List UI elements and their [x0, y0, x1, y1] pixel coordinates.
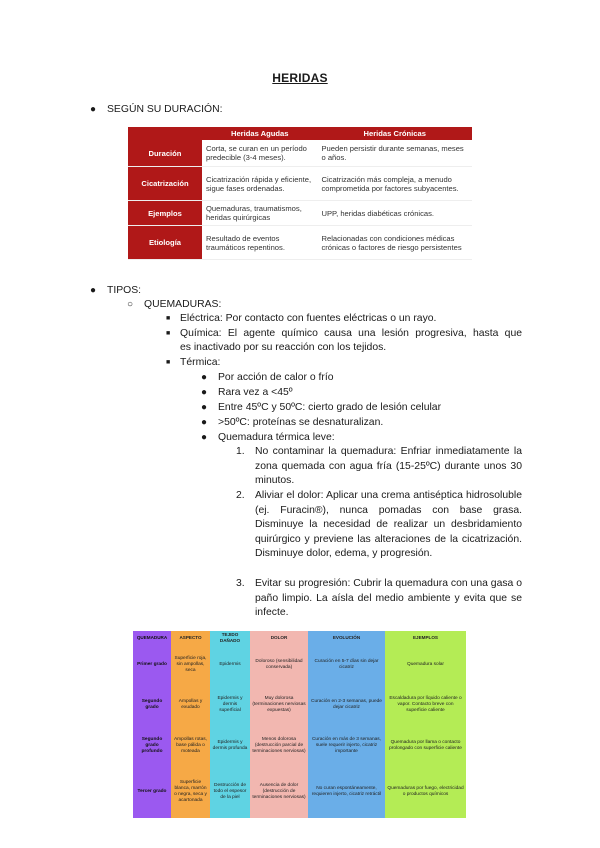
burns-cell: Primer grado [133, 645, 171, 685]
bullet-dot: ● [201, 372, 208, 383]
burns-header: ASPECTO [171, 631, 210, 645]
step-text: Aliviar el dolor: Aplicar una crema antiséptica hidrosoluble (ej. Furacin®), nunca pomadas con base grasa. Disminuye la necesidad de realizar un desbridamiento quirúrgico y previene las alteraciones de la cicatrización. Disminuye dolor, edema, y progresión. [255, 490, 522, 560]
bullet-dot: ● [201, 387, 208, 398]
table-row [128, 226, 472, 260]
burns-cell: Segundo grado [133, 685, 171, 725]
bullet-square: ■ [166, 315, 171, 322]
burns-header: TEJIDO DAÑADO [210, 631, 250, 645]
termica-point: Por acción de calor o frío [218, 372, 334, 383]
cell-acute: Resultado de eventos traumáticos repentinos. [202, 226, 317, 260]
table-row [133, 725, 466, 765]
cell-chronic: Pueden persistir durante semanas, meses o años. [317, 140, 472, 167]
burns-table [133, 631, 466, 818]
table-row [128, 140, 472, 167]
cell-acute: Cicatrización rápida y eficiente, sigue fases ordenadas. [202, 167, 317, 201]
bullet-dot: ● [201, 417, 208, 428]
row-label: Cicatrización [128, 167, 202, 201]
step-number: 3. [236, 578, 245, 589]
termica-point: Quemadura térmica leve: [218, 432, 335, 443]
cell-chronic: Relacionadas con condiciones médicas crónicas o factores de riesgo persistentes [317, 226, 472, 260]
burns-cell: Destrucción de todo el espesor de la piel [210, 766, 250, 818]
table-row [128, 201, 472, 226]
burns-cell: Quemaduras por fuego, electricidad o productos químicos [385, 766, 466, 818]
table-row [133, 766, 466, 818]
duration-table [128, 127, 472, 260]
cell-chronic: Cicatrización más compleja, a menudo comprometida por factores subyacentes. [317, 167, 472, 201]
burns-cell: Curación en 2-3 semanas, puede dejar cicatriz [308, 685, 385, 725]
step-number: 1. [236, 446, 245, 457]
bullet-dot: ● [201, 402, 208, 413]
burns-cell: Quemadura solar [385, 645, 466, 685]
section-duration-heading: SEGÚN SU DURACIÓN: [107, 104, 223, 115]
termica-point: >50ºC: proteínas se desnaturalizan. [218, 417, 384, 428]
burns-cell: Curación en 5-7 días sin dejar cicatriz [308, 645, 385, 685]
cell-acute: Quemaduras, traumatismos, heridas quirúrgicas [202, 201, 317, 226]
row-label: Duración [128, 140, 202, 167]
burns-cell: Ampollas y exudado [171, 685, 210, 725]
table-row [128, 167, 472, 201]
burns-cell: Muy dolorosa (terminaciones nerviosas expuestas) [250, 685, 308, 725]
burns-cell: Superficie blanca, marrón o negra, seca y acartonada [171, 766, 210, 818]
burns-heading: QUEMADURAS: [144, 299, 222, 310]
bullet-square: ■ [166, 330, 171, 337]
cell-chronic: UPP, heridas diabéticas crónicas. [317, 201, 472, 226]
row-label: Ejemplos [128, 201, 202, 226]
item-quimica-line1: Química: El agente químico causa una lesión progresiva, hasta que [180, 328, 522, 339]
burns-header: EVOLUCIÓN [308, 631, 385, 645]
burns-cell: No curan espontáneamente, requieren injerto, cicatriz retráctil [308, 766, 385, 818]
burns-header: EJEMPLOS [385, 631, 466, 645]
row-label: Etiología [128, 226, 202, 260]
bullet-square: ■ [166, 359, 171, 366]
burns-cell: Ausencia de dolor (destrucción de terminaciones nerviosas) [250, 766, 308, 818]
bullet-dot: ● [90, 285, 97, 296]
burns-cell: Ampollas rotas, base pálida o moteada [171, 725, 210, 765]
termica-point: Entre 45ºC y 50ºC: cierto grado de lesión celular [218, 402, 442, 413]
burns-cell: Tercer grado [133, 766, 171, 818]
burns-cell: Epidermis y dermis superficial [210, 685, 250, 725]
burns-cell: Curación en más de 3 semanas, suele requerir injerto, cicatriz importante [308, 725, 385, 765]
burns-cell: Quemadura por llama o contacto prolongado con superficie caliente [385, 725, 466, 765]
page-title: HERIDAS [272, 71, 328, 85]
header-chronic: Heridas Crónicas [317, 127, 472, 140]
header-acute: Heridas Agudas [202, 127, 317, 140]
step-text: Evitar su progresión: Cubrir la quemadura con una gasa o paño limpio. La aísla del medio ambiente y evita que se infecte. [255, 578, 522, 619]
burns-header: QUEMADURA [133, 631, 171, 645]
burns-cell: Menos dolorosa (destrucción parcial de terminaciones nerviosas) [250, 725, 308, 765]
step-number: 2. [236, 490, 245, 501]
table-row [133, 685, 466, 725]
table-row [133, 645, 466, 685]
burns-cell: Epidermis [210, 645, 250, 685]
item-electrica: Eléctrica: Por contacto con fuentes eléctricas o un rayo. [180, 313, 437, 324]
step-text: No contaminar la quemadura: Enfriar inmediatamente la zona quemada con agua fría (15-25ºC) durante unos 30 minutos. [255, 446, 522, 487]
burns-cell: Doloroso (sensibilidad conservada) [250, 645, 308, 685]
duration-table-corner [128, 127, 202, 140]
cell-acute: Corta, se curan en un período predecible (3-4 meses). [202, 140, 317, 167]
bullet-dot: ● [201, 432, 208, 443]
burns-cell: Epidermis y dermis profunda [210, 725, 250, 765]
section-types-heading: TIPOS: [107, 285, 142, 296]
item-termica: Térmica: [180, 357, 221, 368]
termica-point: Rara vez a <45º [218, 387, 293, 398]
bullet-dot: ● [90, 104, 97, 115]
burns-cell: Escaldadura por líquido caliente o vapor. Contacto breve con superficie caliente [385, 685, 466, 725]
bullet-circle: ○ [127, 299, 134, 310]
burns-cell: Superficie roja, sin ampollas, seca [171, 645, 210, 685]
burns-header: DOLOR [250, 631, 308, 645]
item-quimica-line2: es inactivado por su reacción con los tejidos. [180, 342, 387, 353]
burns-cell: Segundo grado profundo [133, 725, 171, 765]
